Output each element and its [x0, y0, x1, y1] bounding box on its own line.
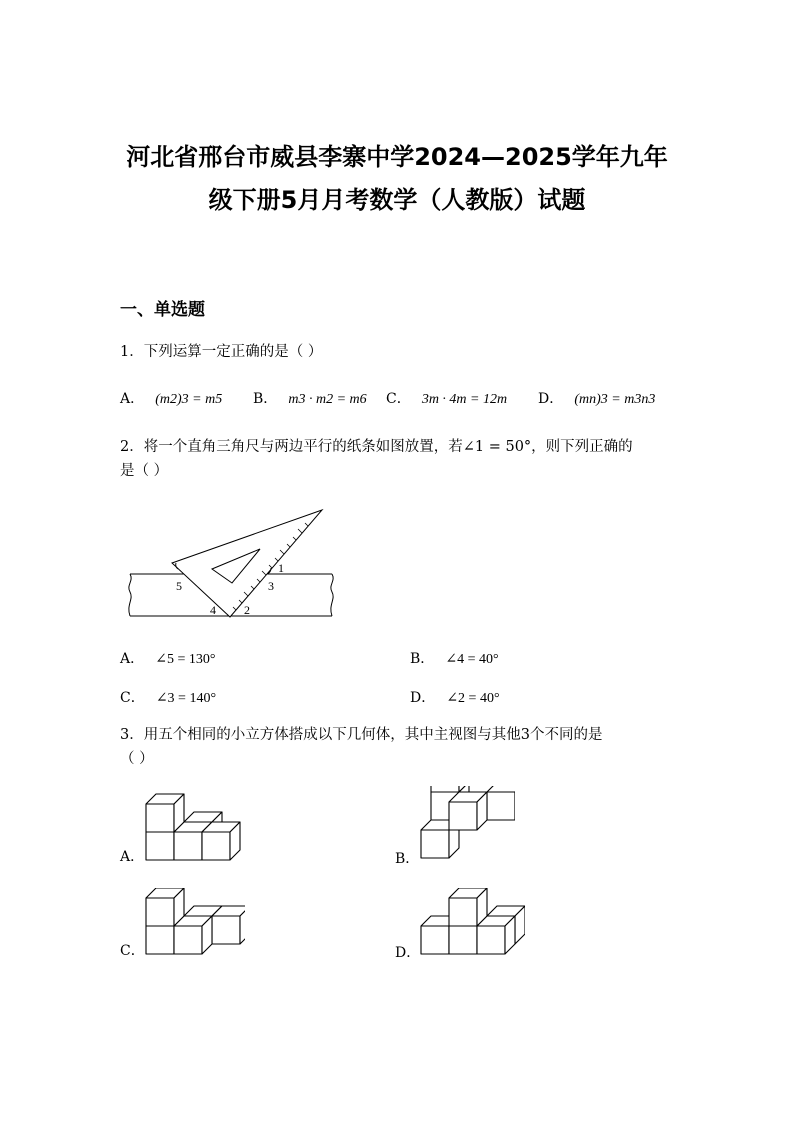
question-3-stem-line2: （ ）	[120, 751, 154, 767]
q3-option-c-label: C．	[120, 943, 145, 959]
question-2-stem-line2: 是（ ）	[120, 463, 169, 479]
q1-option-b: B． m3 · m2 = m6	[253, 391, 367, 407]
q1-option-a-math: (m2)3 = m5	[155, 392, 223, 407]
q2-option-d: D． ∠2 = 40°	[410, 690, 500, 706]
page-title-line1: 河北省邢台市威县李寨中学2024—2025学年九年	[126, 143, 668, 171]
q3-option-a-cubes	[140, 788, 250, 863]
question-1-stem: 1．下列运算一定正确的是（ ）	[120, 344, 323, 360]
page-title-line2: 级下册5月月考数学（人教版）试题	[208, 186, 586, 214]
question-2-stem-line1: 2．将一个直角三角尺与两边平行的纸条如图放置，若∠1 = 50°，则下列正确的	[120, 439, 633, 455]
q2-label-2: 2	[244, 603, 250, 617]
q3-option-c-cubes	[140, 888, 245, 958]
q2-ruler-figure	[120, 505, 340, 625]
q2-option-d-math: ∠2 = 40°	[446, 691, 500, 706]
q2-option-b: B． ∠4 = 40°	[410, 651, 499, 667]
q2-option-a-math: ∠5 = 130°	[155, 652, 216, 667]
q1-option-d: D． (mn)3 = m3n3	[538, 391, 656, 407]
q1-option-d-math: (mn)3 = m3n3	[574, 392, 656, 407]
q1-option-b-math: m3 · m2 = m6	[288, 392, 367, 407]
q2-label-4: 4	[210, 603, 216, 617]
q2-option-c: C． ∠3 = 140°	[120, 690, 217, 706]
q1-option-c-math: 3m · 4m = 12m	[421, 392, 508, 407]
q1-option-c: C． 3m · 4m = 12m	[386, 391, 508, 407]
q2-option-c-math: ∠3 = 140°	[155, 691, 217, 706]
q2-option-a: A． ∠5 = 130°	[120, 651, 216, 667]
q3-option-b-label: B．	[395, 851, 420, 867]
q1-option-a: A． (m2)3 = m5	[120, 391, 223, 407]
q2-label-3: 3	[268, 579, 274, 593]
q2-label-5: 5	[176, 579, 182, 593]
q3-option-d-cubes	[415, 888, 525, 958]
section-heading: 一、单选题	[120, 300, 205, 320]
q3-option-d-label: D．	[395, 945, 421, 961]
q2-option-b-math: ∠4 = 40°	[445, 652, 499, 667]
q2-label-1: 1	[278, 561, 284, 575]
q3-option-b-cubes	[415, 786, 515, 864]
question-3-stem-line1: 3．用五个相同的小立方体搭成以下几何体，其中主视图与其他3个不同的是	[120, 727, 603, 743]
q3-option-a-label: A．	[120, 849, 145, 865]
